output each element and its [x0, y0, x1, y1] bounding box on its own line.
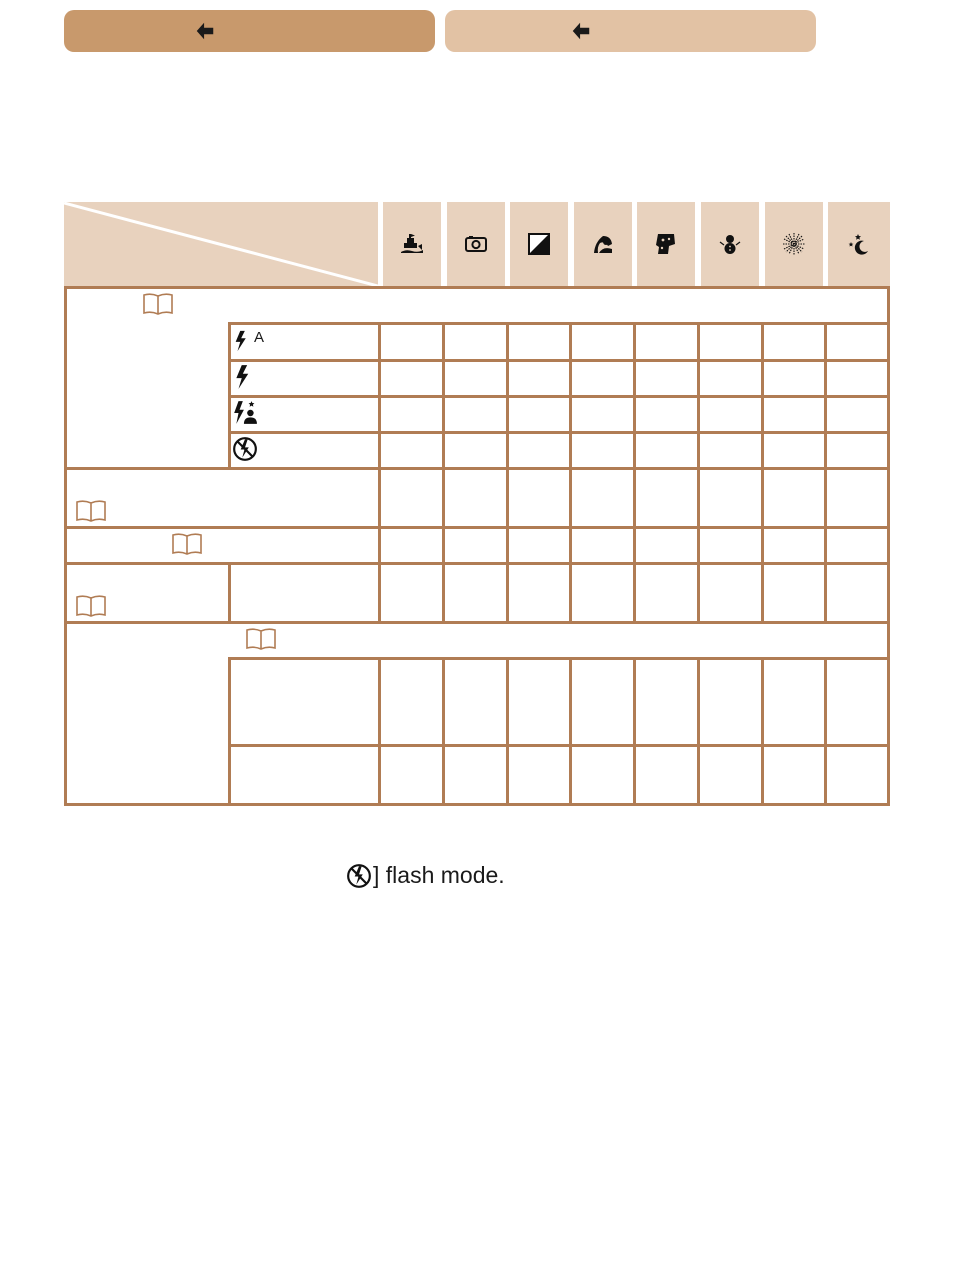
next-page-button[interactable] — [445, 10, 816, 52]
monochrome-icon — [527, 232, 551, 256]
table-rule — [697, 322, 700, 621]
leaf-icon — [654, 232, 678, 256]
scene-header-cell — [574, 202, 632, 286]
diagonal-divider — [64, 202, 378, 286]
footnote-text: ] flash mode. — [373, 862, 505, 888]
table-rule — [64, 803, 890, 806]
previous-page-button[interactable] — [64, 10, 435, 52]
flash-row-label — [232, 364, 258, 390]
book-icon[interactable] — [245, 627, 277, 651]
footnote — [346, 862, 505, 889]
flash-auto-suffix: A — [254, 329, 265, 346]
fireworks-icon — [782, 232, 806, 256]
table-rule — [228, 431, 890, 434]
table-rule — [64, 526, 890, 529]
table-rule — [633, 322, 636, 621]
table-rule — [569, 657, 572, 806]
scene-header-cell — [383, 202, 441, 286]
table-rule — [378, 322, 381, 467]
arrow-left-icon — [570, 20, 592, 42]
table-rule — [64, 286, 67, 806]
table-rule — [506, 657, 509, 806]
slow-synchro-icon — [232, 400, 258, 426]
book-icon[interactable] — [142, 292, 174, 316]
portrait-face-icon — [591, 232, 615, 256]
scene-header-cell — [447, 202, 505, 286]
header-corner-cell — [64, 202, 378, 286]
flash-row-label — [232, 400, 258, 426]
table-rule — [824, 322, 827, 621]
table-rule — [442, 322, 445, 621]
table-rule — [378, 657, 381, 806]
arrow-left-icon — [194, 20, 216, 42]
table-rule — [506, 322, 509, 621]
scene-header-cell — [828, 202, 890, 286]
table-rule — [442, 657, 445, 806]
flash-off-icon — [346, 863, 372, 889]
table-rule — [378, 467, 381, 621]
scene-header-cell — [637, 202, 695, 286]
table-rule — [633, 657, 636, 806]
table-rule — [228, 395, 890, 398]
table-rule — [761, 322, 764, 621]
scene-header-cell — [701, 202, 759, 286]
table-rule — [228, 657, 231, 806]
table-rule — [824, 657, 827, 806]
flash-on-icon — [232, 364, 258, 390]
flash-row-label — [232, 436, 258, 462]
night-scene-icon — [847, 232, 871, 256]
toy-camera-icon — [464, 232, 488, 256]
flash-auto-icon — [232, 328, 254, 354]
table-rule — [64, 467, 890, 470]
flash-off-icon — [232, 436, 258, 462]
table-rule — [228, 744, 890, 747]
table-rule — [761, 657, 764, 806]
table-rule — [697, 657, 700, 806]
function-availability-table — [64, 202, 890, 806]
book-icon[interactable] — [171, 532, 203, 556]
table-rule — [228, 359, 890, 362]
scene-header-cell — [765, 202, 823, 286]
table-rule — [64, 562, 890, 565]
flash-row-label — [232, 328, 272, 354]
sand-castle-icon — [400, 232, 424, 256]
scene-header-cell — [510, 202, 568, 286]
table-rule — [228, 322, 890, 325]
book-icon[interactable] — [75, 594, 107, 618]
table-rule — [64, 621, 890, 624]
table-rule — [887, 286, 890, 806]
snowman-icon — [718, 232, 742, 256]
table-rule — [569, 322, 572, 621]
book-icon[interactable] — [75, 499, 107, 523]
table-rule — [64, 286, 890, 289]
table-rule — [228, 657, 890, 660]
table-rule — [228, 322, 231, 467]
table-rule — [228, 562, 231, 621]
